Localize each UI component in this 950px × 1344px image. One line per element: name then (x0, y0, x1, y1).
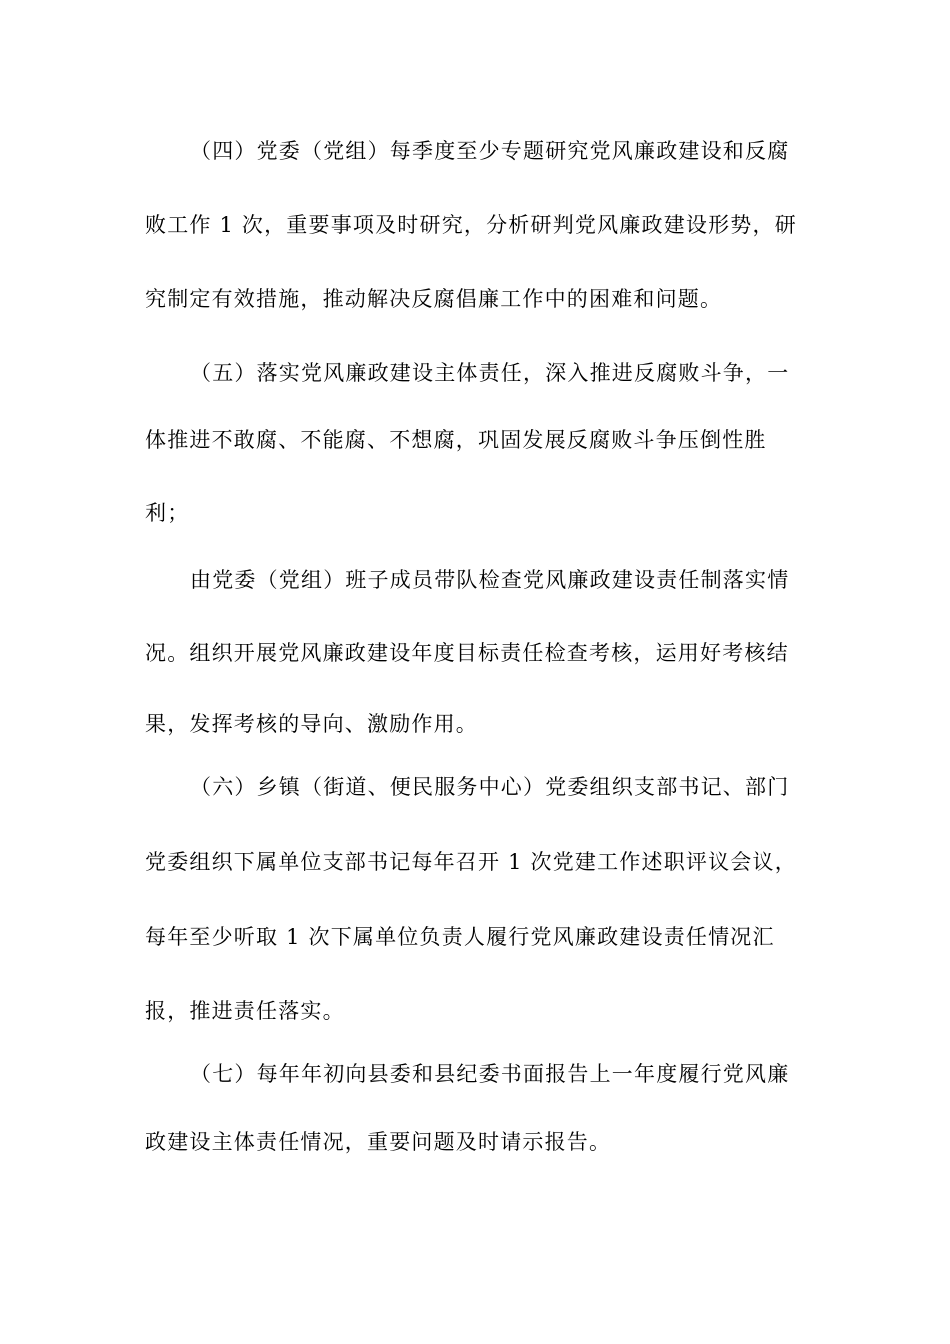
text-line: （六）乡镇（街道、便民服务中心）党委组织支部书记、部门 (190, 775, 790, 799)
text-line: 败工作 1 次，重要事项及时研究，分析研判党风廉政建设形势，研 (145, 213, 797, 237)
text-line: 果，发挥考核的导向、激励作用。 (145, 712, 478, 736)
text-line: 利； (145, 501, 190, 525)
text-line: 党委组织下属单位支部书记每年召开 1 次党建工作述职评议会议， (145, 850, 797, 874)
text-line: （四）党委（党组）每季度至少专题研究党风廉政建设和反腐 (190, 139, 790, 163)
text-line: 况。组织开展党风廉政建设年度目标责任检查考核，运用好考核结 (145, 641, 789, 665)
text-line: 报，推进责任落实。 (145, 999, 345, 1023)
text-line: 体推进不敢腐、不能腐、不想腐，巩固发展反腐败斗争压倒性胜 (145, 428, 767, 452)
text-line: 究制定有效措施，推动解决反腐倡廉工作中的困难和问题。 (145, 287, 723, 311)
text-line: （七）每年年初向县委和县纪委书面报告上一年度履行党风廉 (190, 1062, 790, 1086)
text-line: （五）落实党风廉政建设主体责任，深入推进反腐败斗争，一 (190, 361, 790, 385)
text-line: 政建设主体责任情况，重要问题及时请示报告。 (145, 1130, 612, 1154)
text-line: 由党委（党组）班子成员带队检查党风廉政建设责任制落实情 (190, 568, 790, 592)
text-line: 每年至少听取 1 次下属单位负责人履行党风廉政建设责任情况汇 (145, 925, 775, 949)
